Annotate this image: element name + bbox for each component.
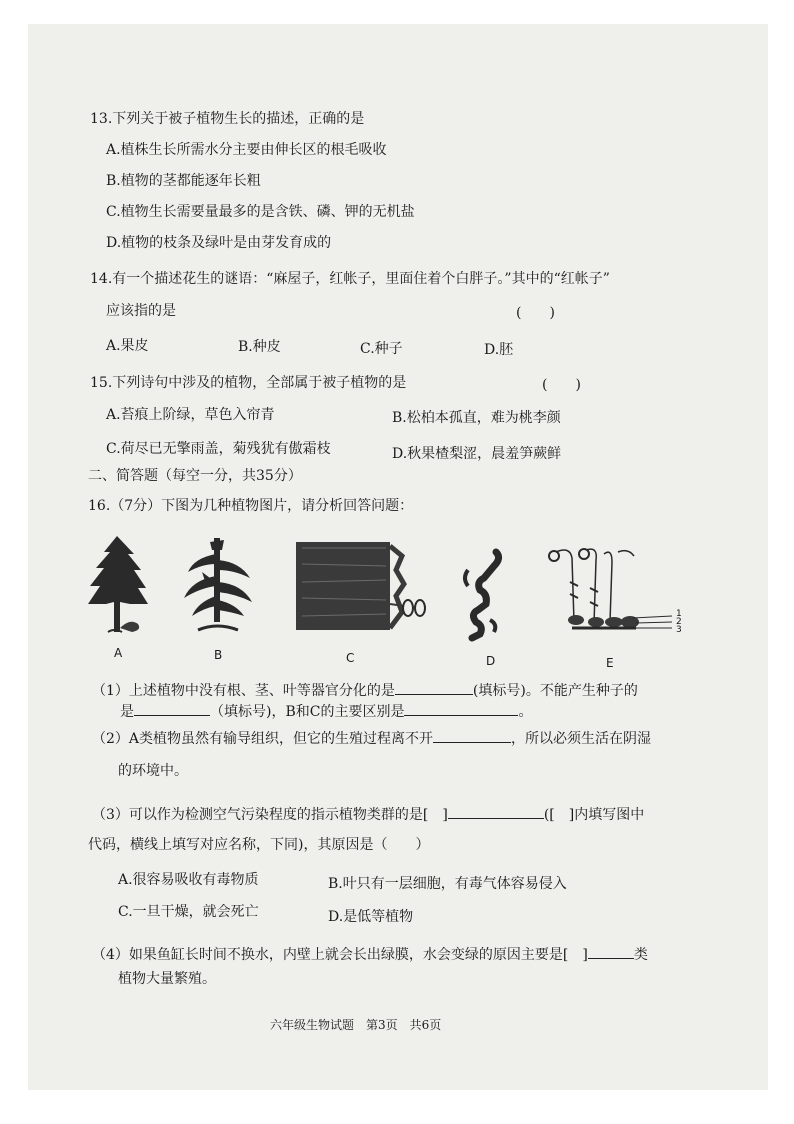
- q16-sub1-line2: [120, 701, 532, 721]
- q16-sub3-option-b: B.叶只有一层细胞，有毒气体容易侵入: [328, 876, 567, 892]
- q16-sub1-blank-3[interactable]: [404, 701, 518, 716]
- q13-stem: 13.下列关于被子植物生长的描述，正确的是: [90, 111, 365, 127]
- figure-label-b: B: [214, 648, 223, 662]
- q16-sub3-text-a: （3）可以作为检测空气污染程度的指示植物类群的是[ ]: [92, 807, 448, 823]
- figure-label-d: D: [486, 654, 496, 668]
- q16-sub2-line1: [92, 728, 651, 748]
- q16-sub1-blank-1[interactable]: [395, 680, 473, 695]
- q14-stem-cont: 应该指的是: [106, 303, 176, 319]
- q16-sub4-text-b: 类: [633, 947, 648, 963]
- q14-option-a: A.果皮: [106, 338, 149, 354]
- q16-sub1-line1: [92, 680, 638, 700]
- figure-e-part-label-1: 1: [676, 609, 682, 619]
- q13-option-c: C.植物生长需要量最多的是含铁、磷、钾的无机盐: [106, 204, 415, 220]
- figure-label-a: A: [114, 646, 123, 660]
- q14-option-b: B.种皮: [238, 339, 281, 355]
- algae-c-figure: [292, 536, 432, 636]
- algae-d-figure: [458, 548, 508, 642]
- q14-option-c: C.种子: [360, 341, 403, 357]
- fern-plant-a-figure: [84, 532, 154, 642]
- q16-sub3-line2: 代码，横线上填写对应名称，下同)，其原因是（ ）: [88, 837, 430, 853]
- q16-sub3-line1: [92, 804, 644, 824]
- q15-option-d: D.秋果楂梨涩，晨羞笋蕨鲜: [392, 446, 562, 462]
- q16-sub3-option-d: D.是低等植物: [328, 909, 414, 925]
- q16-sub1-text-c: 是: [120, 704, 134, 720]
- figure-label-e: E: [606, 656, 614, 670]
- q16-sub1-blank-2[interactable]: [134, 701, 210, 716]
- q13-option-d: D.植物的枝条及绿叶是由芽发育成的: [106, 235, 332, 251]
- q16-sub3-blank-1[interactable]: [448, 804, 544, 819]
- q16-sub2-blank-1[interactable]: [433, 728, 511, 743]
- corn-plant-b-figure: [180, 532, 256, 638]
- q16-sub4-text-a: （4）如果鱼缸长时间不换水，内壁上就会长出绿膜，水会变绿的原因主要是[ ]: [92, 947, 588, 963]
- q16-sub3-option-a: A.很容易吸收有毒物质: [118, 872, 259, 888]
- q16-sub4-blank-1[interactable]: [588, 944, 634, 959]
- q16-sub1-text-b: (填标号)。不能产生种子的: [472, 683, 638, 699]
- q16-sub3-option-c: C.一旦干燥，就会死亡: [118, 904, 259, 920]
- q15-option-b: B.松柏本孤直，难为桃李颜: [392, 410, 561, 426]
- q16-sub3-text-b: ([ ]内填写图中: [543, 807, 645, 823]
- moss-e-figure: [540, 542, 690, 640]
- section-2-heading: 二、简答题（每空一分，共35分）: [88, 468, 302, 484]
- q14-stem: 14.有一个描述花生的谜语：“麻屋子，红帐子，里面住着个白胖子。”其中的“红帐子”: [90, 271, 610, 287]
- q16-sub4-line2: 植物大量繁殖。: [118, 971, 216, 987]
- q13-option-a: A.植株生长所需水分主要由伸长区的根毛吸收: [106, 142, 387, 158]
- q14-answer-paren: ( ): [516, 305, 555, 321]
- q13-option-b: B.植物的茎都能逐年长粗: [106, 173, 261, 189]
- q16-sub4-line1: [92, 944, 648, 964]
- q16-sub1-text-e: 。: [518, 704, 533, 720]
- q16-sub2-line2: 的环境中。: [118, 763, 188, 779]
- page-footer: 六年级生物试题 第3页 共6页: [270, 1018, 442, 1032]
- q16-sub2-text-a: （2）A类植物虽然有输导组织，但它的生殖过程离不开: [92, 731, 434, 747]
- q16-stem: 16.（7分）下图为几种植物图片，请分析回答问题：: [88, 498, 414, 514]
- q14-option-d: D.胚: [484, 342, 514, 358]
- figure-e-part-label-3: 3: [676, 625, 682, 635]
- q15-option-a: A.苔痕上阶绿，草色入帘青: [106, 407, 275, 423]
- q16-sub1-text-a: （1）上述植物中没有根、茎、叶等器官分化的是: [92, 683, 395, 699]
- figure-label-c: C: [346, 651, 355, 665]
- q16-sub2-text-b: ，所以必须生活在阴湿: [511, 731, 652, 747]
- q15-answer-paren: ( ): [542, 377, 581, 393]
- figure-e-part-label-2: 2: [676, 617, 682, 627]
- q16-sub1-text-d: （填标号)，B和C的主要区别是: [210, 704, 405, 720]
- q15-option-c: C.荷尽已无擎雨盖，菊残犹有傲霜枝: [106, 441, 331, 457]
- q15-stem: 15.下列诗句中涉及的植物，全部属于被子植物的是: [90, 375, 407, 391]
